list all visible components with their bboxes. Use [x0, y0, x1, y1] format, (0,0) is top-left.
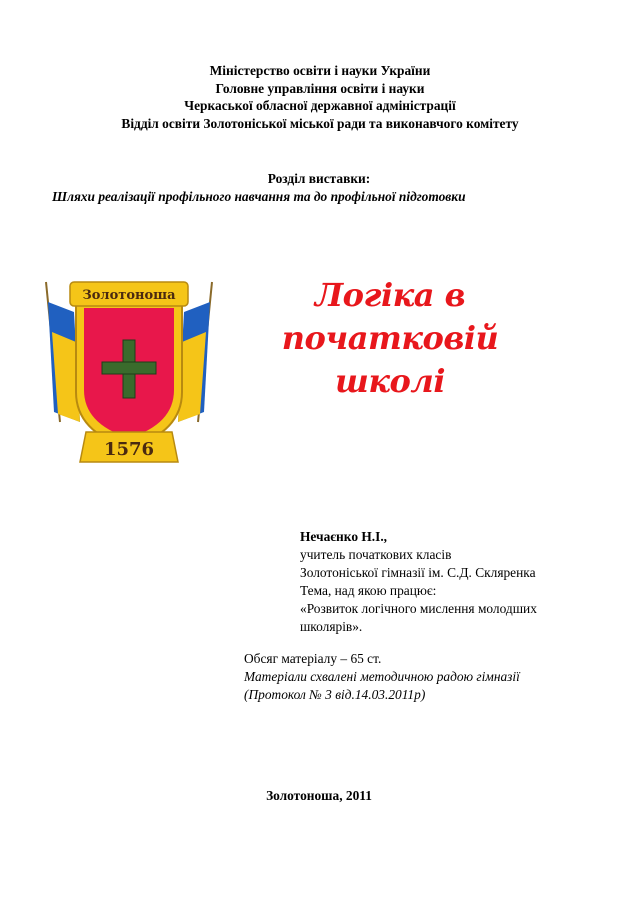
coat-of-arms-icon	[40, 272, 218, 472]
header-line: Черкаської обласної державної адміністрації	[184, 98, 456, 113]
author-line: «Розвиток логічного мислення молодших	[300, 601, 537, 616]
author-block	[300, 528, 537, 636]
section-label: Розділ виставки:	[267, 171, 371, 186]
author-line: Тема, над якою працює:	[300, 583, 437, 598]
header-line: Головне управління освіти і науки	[215, 80, 425, 96]
header-line: Відділ освіти Золотоніської міської ради та виконавчого комітету	[121, 115, 519, 131]
ministry-header	[60, 62, 580, 132]
author-line: учитель початкових класів	[300, 547, 452, 562]
author-name: Нечаєнко Н.І.,	[300, 529, 388, 544]
year-text: 1576	[103, 439, 155, 460]
year-ribbon	[80, 432, 178, 462]
name-ribbon	[70, 282, 188, 306]
page-title	[214, 274, 566, 403]
ribbon-text: Золотоноша	[82, 288, 176, 303]
title-line-1: Логіка в початковій	[281, 276, 499, 357]
header-line: Міністерство освіти і науки України	[209, 63, 431, 78]
protocol-text: (Протокол № 3 від.14.03.2011р)	[244, 687, 426, 702]
approval-text: Матеріали схвалені методичною радою гімназії	[244, 669, 520, 684]
author-line: Золотоніської гімназії ім. С.Д. Скляренка	[300, 565, 536, 580]
title-line-2: школі	[335, 362, 445, 400]
meta-block	[244, 650, 520, 704]
volume-text: Обсяг матеріалу – 65 ст.	[244, 651, 382, 666]
footer-place-year: Золотоноша, 2011	[266, 788, 372, 803]
section-title: Шляхи реалізації профільного навчання та до профільної підготовки	[52, 189, 466, 204]
author-line: школярів».	[300, 619, 363, 634]
